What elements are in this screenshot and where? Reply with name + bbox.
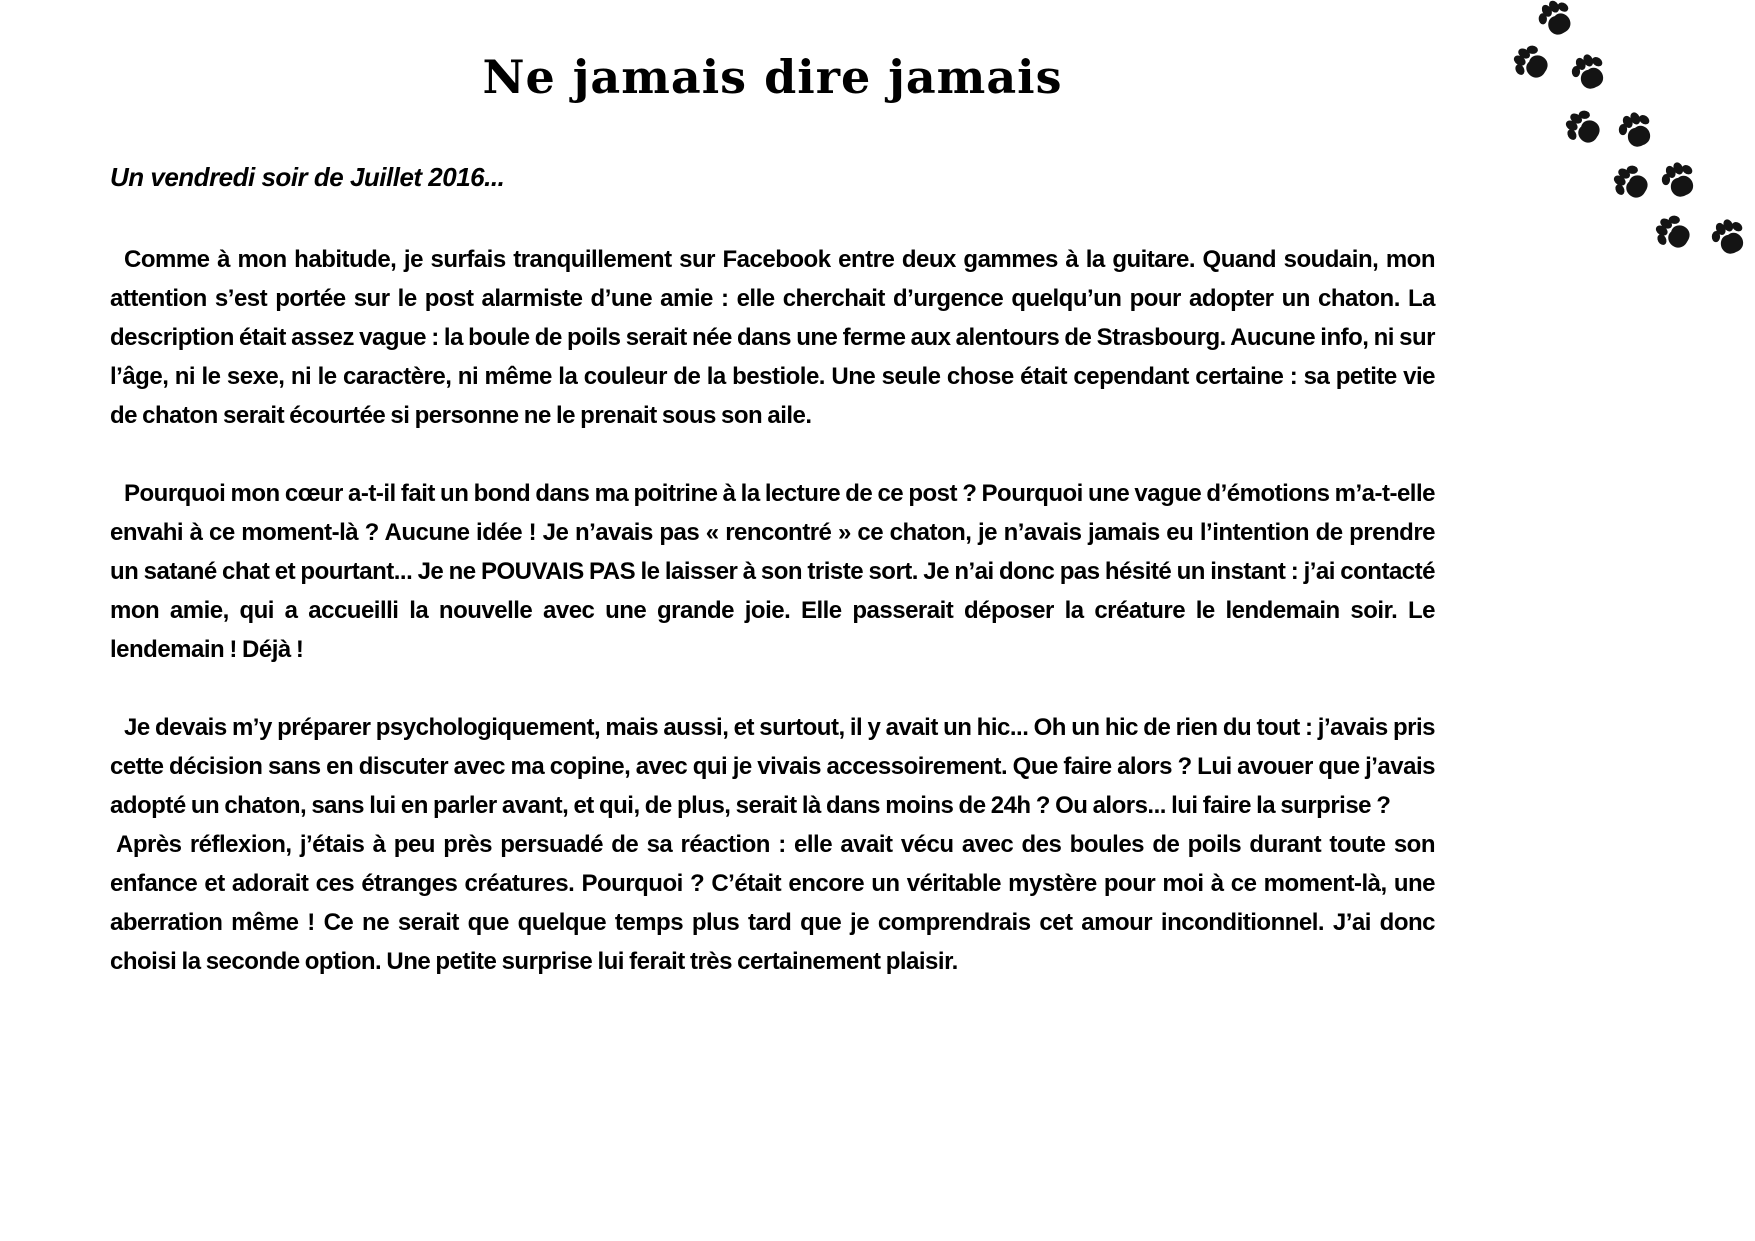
paragraph: Comme à mon habitude, je surfais tranquillement sur Facebook entre deux gammes à la guitare. Quand soudain, mon attention s’est portée sur le post alarmiste d’une amie : elle cherchait d’urgence quelqu’un pour adopter un chaton. La description était assez vague : la boule de poils serait née dans une ferme aux alentours de Strasbourg. Aucune info, ni sur l’âge, ni le sexe, ni le caractère, ni même la couleur de la bestiole. Une seule chose était cependant certaine : sa petite vie de chaton serait écourtée si personne ne le prenait sous son aile.	[110, 246, 1435, 429]
paw-print-icon	[1704, 211, 1755, 266]
paw-print-icon	[1605, 157, 1661, 211]
page-title: Ne jamais dire jamais	[482, 50, 1063, 104]
paw-print-icon	[1647, 207, 1703, 261]
paw-print-icon	[1654, 154, 1705, 209]
paw-print-icon	[1611, 104, 1662, 159]
date-line: Un vendredi soir de Juillet 2016...	[110, 162, 505, 192]
paw-print-icon	[1530, 0, 1583, 48]
paw-print-icon	[1557, 102, 1613, 156]
paragraph: Après réflexion, j’étais à peu près persuadé de sa réaction : elle avait vécu avec des boules de poils durant toute son enfance et adorait ces étranges créatures. Pourquoi ? C’était encore un véritable mystère pour moi à ce moment-là, une aberration même ! Ce ne serait que quelque temps plus tard que je comprendrais cet amour inconditionnel. J’ai donc choisi la seconde option. Une petite surprise lui ferait très certainement plaisir.	[110, 831, 1435, 975]
paragraph: Je devais m’y préparer psychologiquement, mais aussi, et surtout, il y avait un hic... Oh un hic de rien du tout : j’avais pris cette décision sans en discuter avec ma copine, avec qui je vivais accessoirement. Que faire alors ? Lui avouer que j’avais adopté un chaton, sans lui en parler avant, et qui, de plus, serait là dans moins de 24h ? Ou alors... lui faire la surprise ?	[110, 714, 1435, 819]
story-body	[110, 240, 1435, 981]
paw-print-icon	[1564, 46, 1615, 101]
paragraph: Pourquoi mon cœur a-t-il fait un bond dans ma poitrine à la lecture de ce post ? Pourquoi une vague d’émotions m’a-t-elle envahi à ce moment-là ? Aucune idée ! Je n’avais pas « rencontré » ce chaton, je n’avais jamais eu l’intention de prendre un satané chat et pourtant... Je ne POUVAIS PAS le laisser à son triste sort. Je n’ai donc pas hésité un instant : j’ai contacté mon amie, qui a accueilli la nouvelle avec une grande joie. Elle passerait déposer la créature le lendemain soir. Le lendemain ! Déjà !	[110, 480, 1435, 663]
